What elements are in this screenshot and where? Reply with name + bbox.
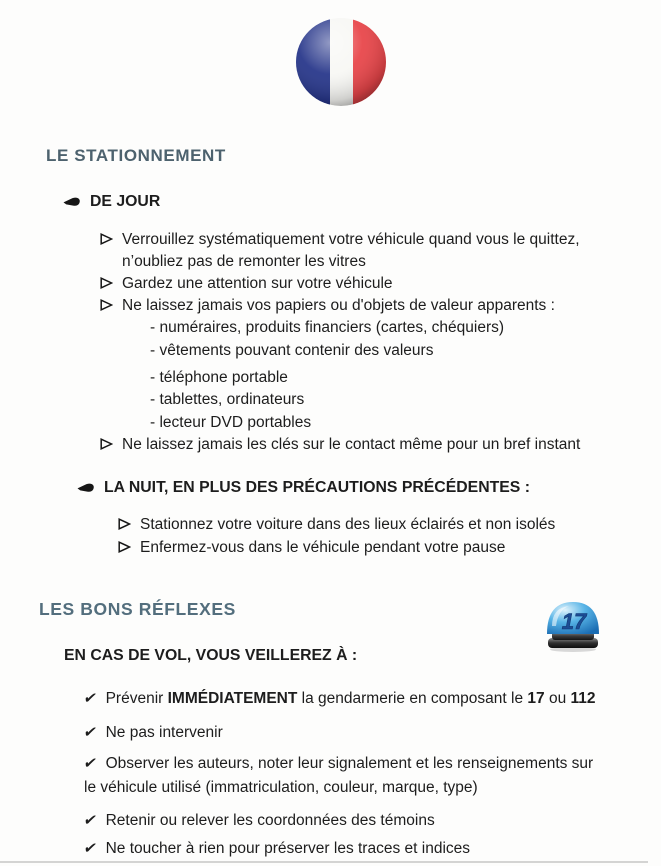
arrow-bullet-icon	[100, 277, 113, 289]
checklist-item-text: Retenir ou relever les coordonnées des témoins	[105, 812, 435, 829]
sub-list-item	[150, 340, 433, 361]
section-title-stationnement: LE STATIONNEMENT	[46, 146, 226, 165]
list-item	[118, 537, 505, 558]
list-item-text: Enfermez-vous dans le véhicule pendant votre pause	[140, 539, 506, 556]
pointer-hand-icon	[77, 482, 95, 494]
list-item	[100, 229, 580, 250]
list-item-text: Stationnez votre voiture dans des lieux éclairés et non isolés	[140, 516, 556, 533]
checklist-item-text: Ne pas intervenir	[105, 724, 223, 741]
check-bullet-icon: ✔	[82, 754, 99, 772]
checklist-item	[84, 810, 435, 831]
french-flag-roundel-icon	[295, 16, 387, 108]
sub-list-item	[150, 412, 311, 433]
list-item-text: Ne laissez jamais vos papiers ou d'objets de valeur apparents :	[122, 297, 555, 314]
subsection-de-jour	[63, 191, 160, 212]
text-run: la gendarmerie en composant le	[297, 690, 528, 707]
en-cas-de-vol-label	[64, 645, 357, 666]
list-item	[100, 273, 393, 294]
text-run: Prévenir	[105, 690, 168, 707]
checklist-item	[84, 753, 593, 774]
text-run-bold: 17	[527, 690, 545, 707]
list-item	[100, 434, 580, 455]
sub-list-item-text: - lecteur DVD portables	[150, 414, 312, 431]
siren-17-icon	[540, 593, 606, 653]
sub-list-item	[150, 389, 304, 410]
list-item	[118, 514, 555, 535]
text-run: ou	[544, 690, 571, 707]
sub-list-item-text: - vêtements pouvant contenir des valeurs	[150, 342, 434, 359]
text-run-bold: 112	[570, 690, 596, 707]
pointer-hand-icon	[63, 196, 81, 208]
checklist-item-text: Ne toucher à rien pour préserver les traces et indices	[105, 840, 471, 857]
list-item-continuation	[122, 251, 366, 272]
sub-list-item-text: - téléphone portable	[150, 369, 288, 386]
label-text: EN CAS DE VOL, VOUS VEILLEREZ À :	[64, 647, 358, 664]
checklist-item	[84, 838, 470, 859]
subsection-label: LA NUIT, EN PLUS DES PRÉCAUTIONS PRÉCÉDENTES :	[104, 479, 530, 496]
subsection-label: DE JOUR	[90, 193, 161, 210]
check-bullet-icon: ✔	[82, 723, 99, 741]
list-item-text: n’oubliez pas de remonter les vitres	[122, 253, 366, 270]
checklist-item	[84, 722, 223, 743]
list-item-text: Ne laissez jamais les clés sur le contact même pour un bref instant	[122, 436, 581, 453]
arrow-bullet-icon	[118, 541, 131, 553]
section-title-bons-reflexes: LES BONS RÉFLEXES	[39, 599, 236, 619]
arrow-bullet-icon	[118, 518, 131, 530]
checklist-item-continuation	[84, 777, 478, 798]
list-item-text: Verrouillez systématiquement votre véhicule quand vous le quittez,	[122, 231, 580, 248]
scan-artifact-line	[0, 861, 648, 863]
arrow-bullet-icon	[100, 438, 113, 450]
sub-list-item	[150, 317, 504, 338]
check-bullet-icon: ✔	[82, 839, 99, 857]
text-run-bold: IMMÉDIATEMENT	[167, 690, 298, 707]
arrow-bullet-icon	[100, 299, 113, 311]
list-item-text: Gardez une attention sur votre véhicule	[122, 275, 393, 292]
checklist-item	[84, 688, 596, 709]
check-bullet-icon: ✔	[82, 811, 99, 829]
checklist-item-text: le véhicule utilisé (immatriculation, couleur, marque, type)	[84, 779, 478, 796]
check-bullet-icon: ✔	[82, 689, 99, 707]
arrow-bullet-icon	[100, 233, 113, 245]
checklist-item-text: Observer les auteurs, noter leur signalement et les renseignements sur	[105, 755, 594, 772]
svg-text:17: 17	[561, 609, 587, 634]
subsection-la-nuit	[77, 477, 530, 498]
sub-list-item	[150, 367, 288, 388]
list-item	[100, 295, 555, 316]
sub-list-item-text: - numéraires, produits financiers (cartes, chéquiers)	[150, 319, 505, 336]
checklist-item-text	[106, 688, 596, 709]
sub-list-item-text: - tablettes, ordinateurs	[150, 391, 305, 408]
